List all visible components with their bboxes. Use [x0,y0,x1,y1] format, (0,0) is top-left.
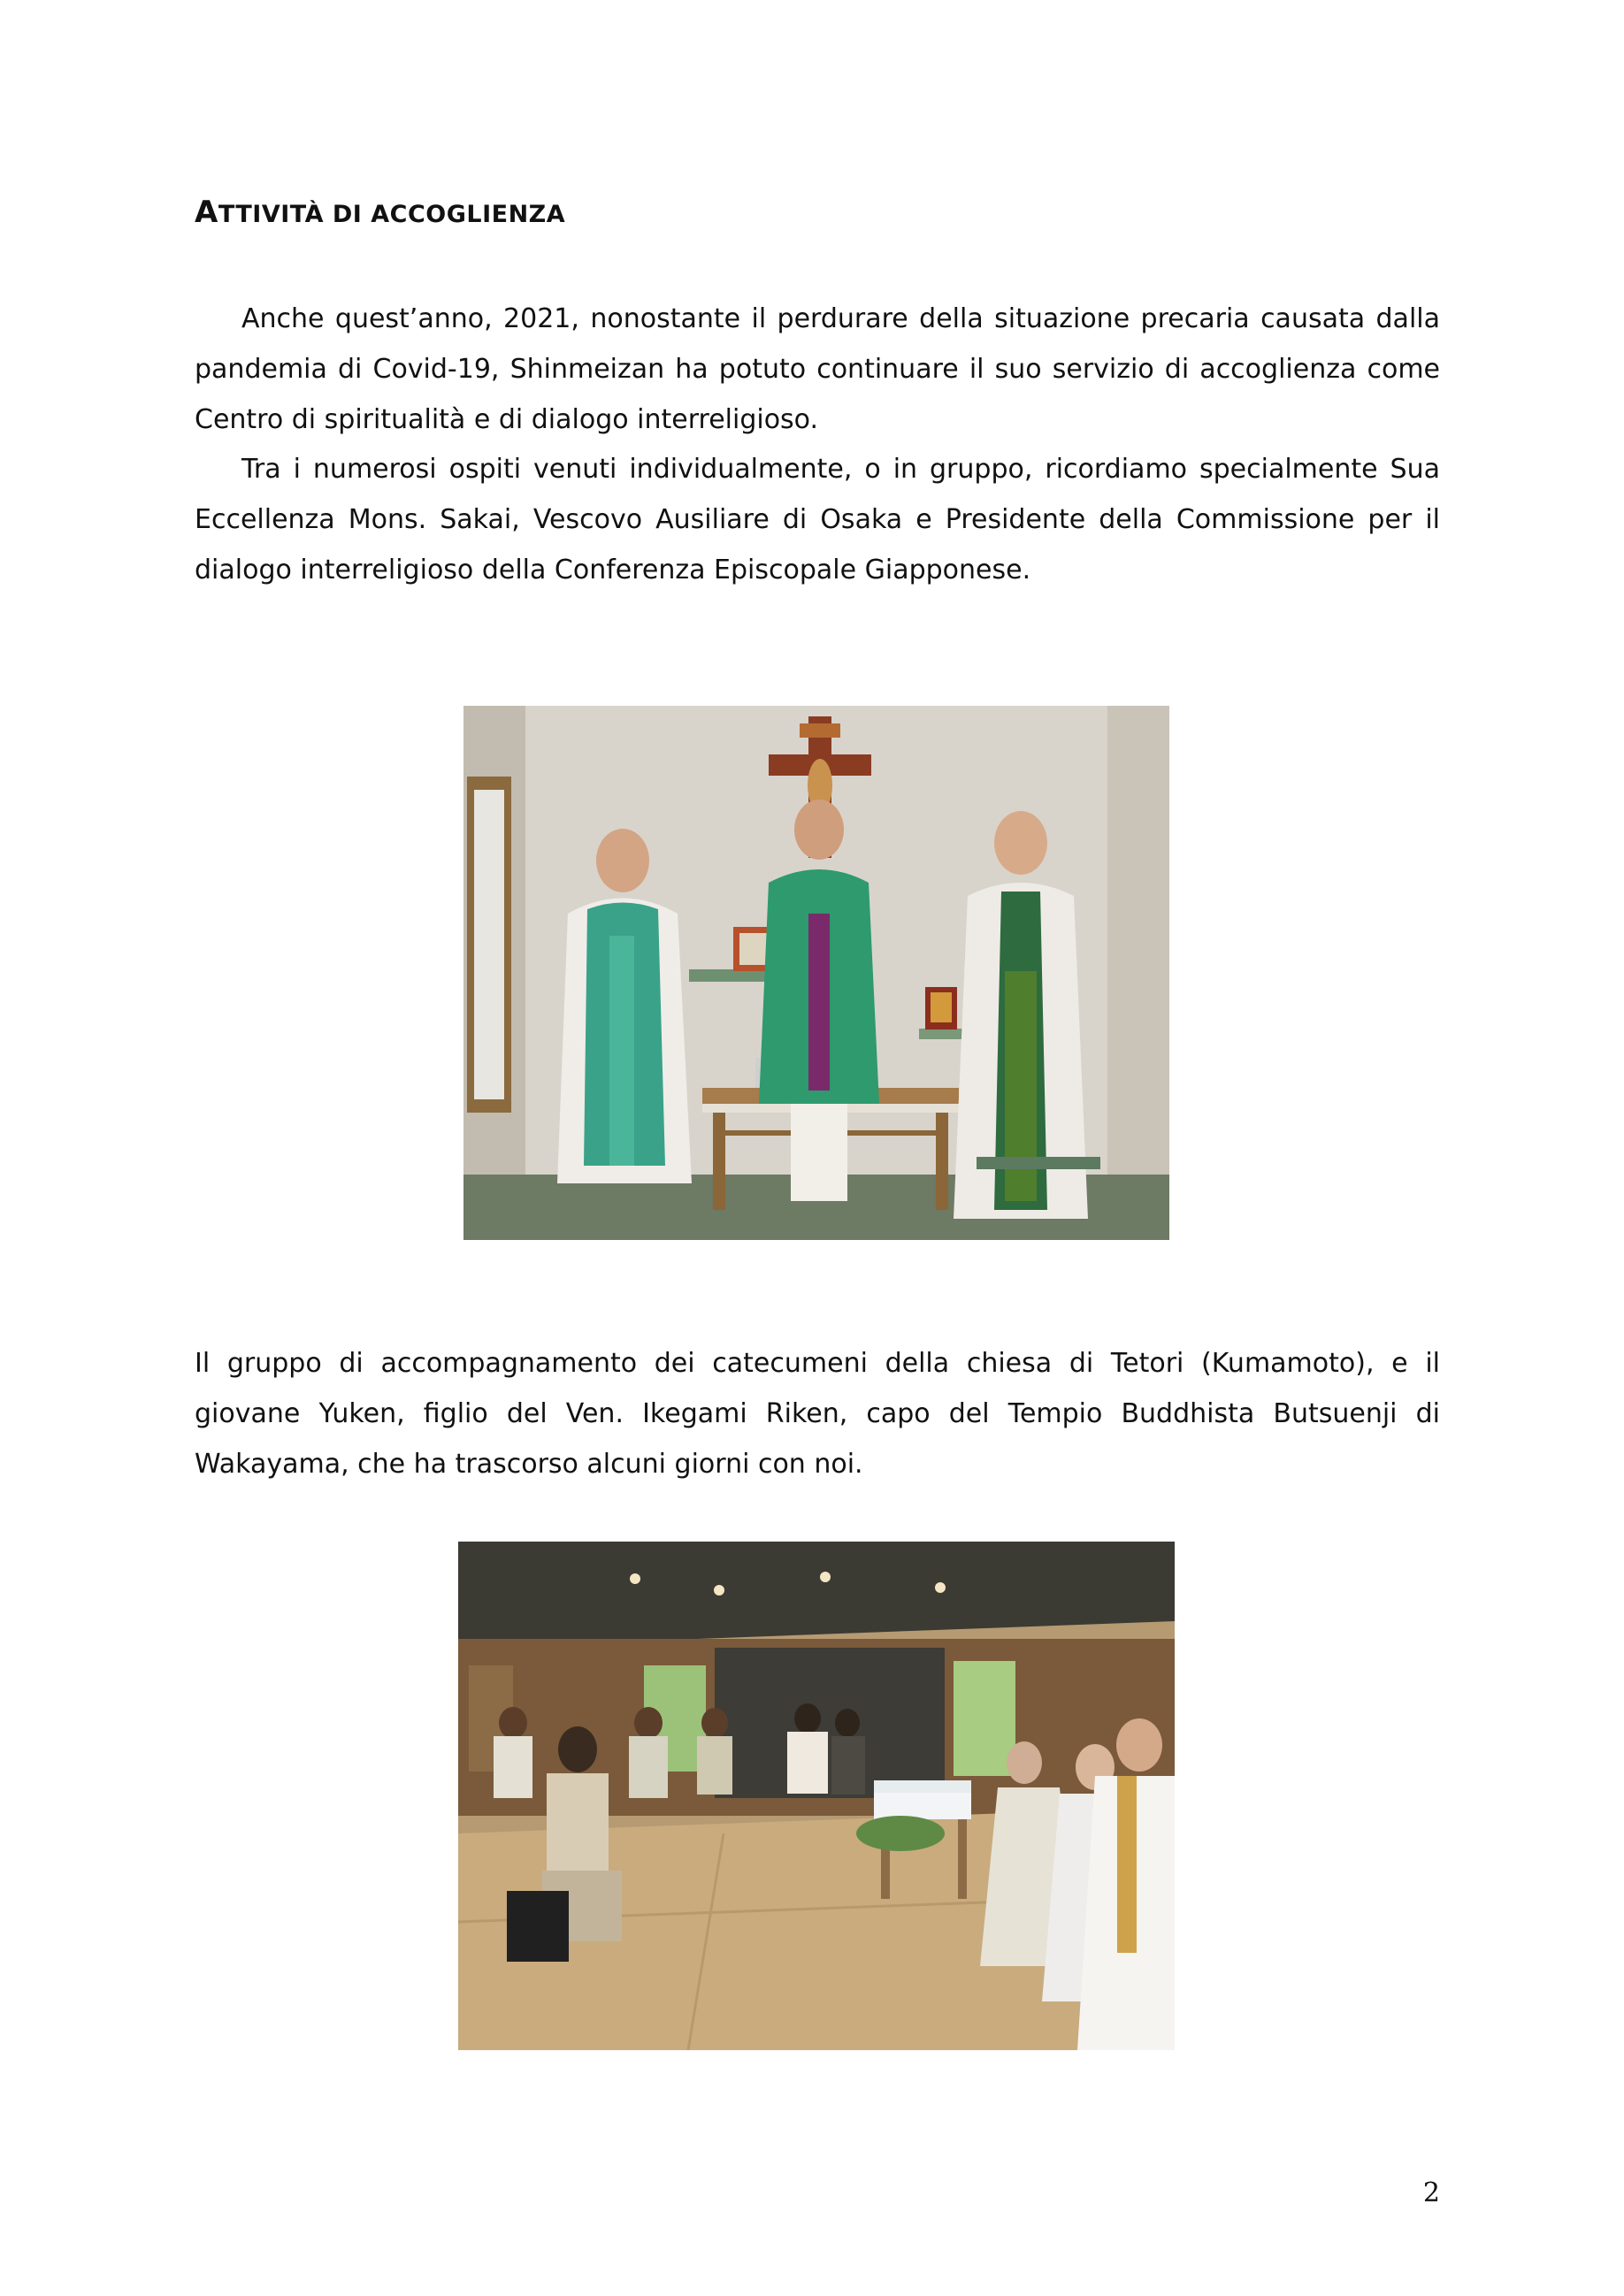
photo-chapel-altar-image [463,706,1169,1240]
heading-initial: A [195,195,218,230]
photo-meditation-hall-image [458,1542,1175,2050]
photo-meditation-hall [458,1542,1175,2050]
paragraph-group: Il gruppo di accompagnamento dei catecumeni della chiesa di Tetori (Kumamoto), e il giovane Yuken, figlio del Ven. Ikegami Riken, capo del Tempio Buddhista Butsuenji di Wakayama, che ha trascorso alcuni giorni con noi. [195,1348,1440,1480]
heading-rest: TTIVITÀ DI ACCOGLIENZA [218,201,566,228]
page-number: 2 [1422,2177,1440,2208]
section-heading [195,195,565,230]
paragraph-guests: Tra i numerosi ospiti venuti individualmente, o in gruppo, ricordiamo specialmente Sua Eccellenza Mons. Sakai, Vescovo Ausiliare di Osaka e Presidente della Commissione per il dialogo interreligioso della Conferenza Episcopale Giapponese. [195,454,1440,585]
paragraph-intro: Anche quest’anno, 2021, nonostante il perdurare della situazione precaria causata dalla pandemia di Covid-19, Shinmeizan ha potuto continuare il suo servizio di accoglienza come Centro di spiritualità e di dialogo interreligioso. [195,303,1440,435]
photo-chapel-altar [463,706,1169,1240]
